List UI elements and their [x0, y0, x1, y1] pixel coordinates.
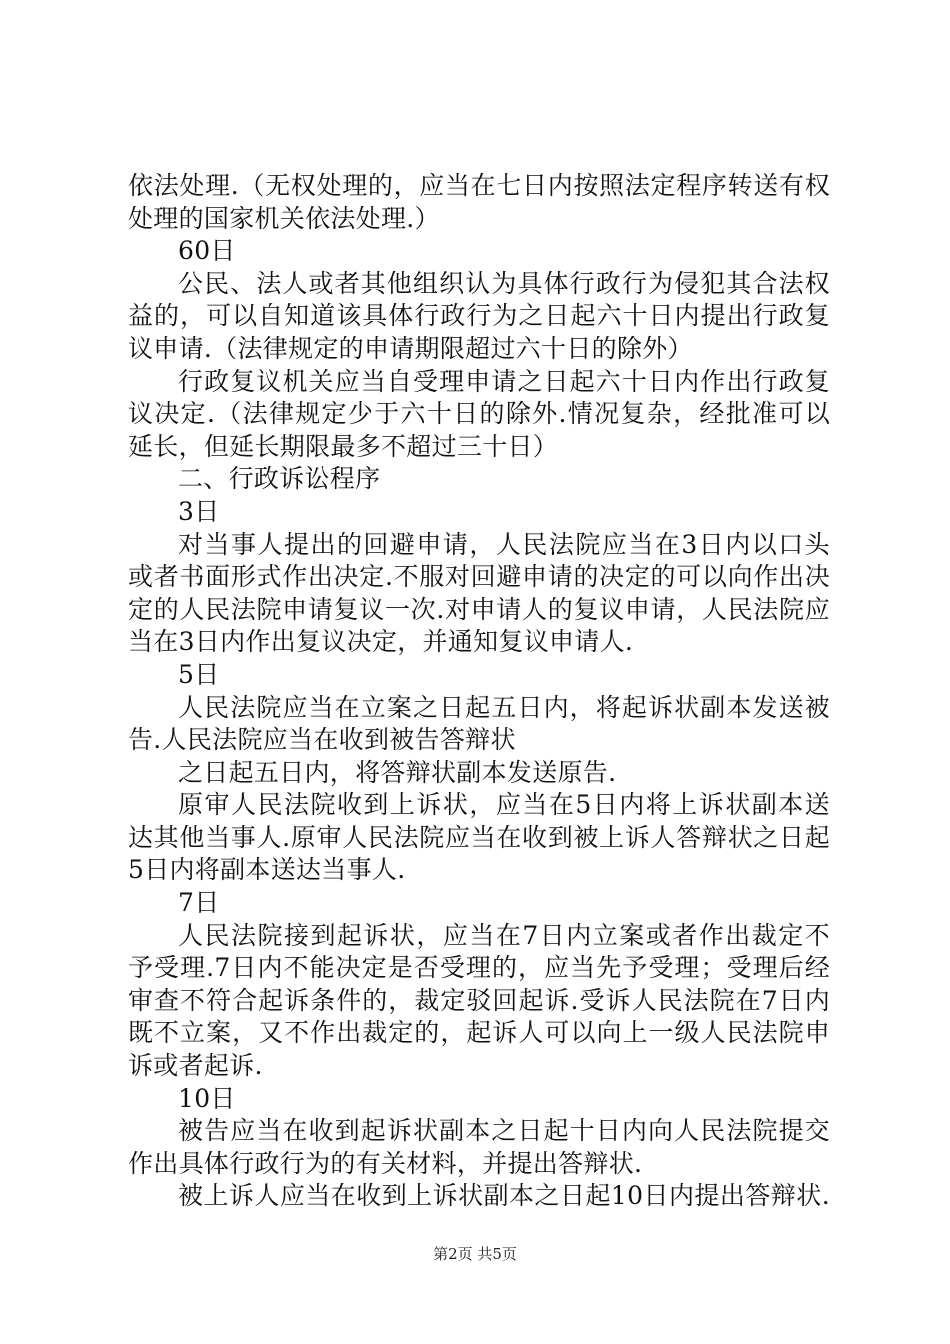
text-line: 行政复议机关应当自受理申请之日起六十日内作出行政复: [178, 366, 830, 396]
page-footer: 第2页 共5页: [433, 1245, 517, 1263]
text-line: 当在3日内作出复议决定，并通知复议申请人.: [128, 627, 634, 657]
text-line: 告.人民法院应当在收到被告答辩状: [128, 725, 516, 755]
text-line: 作出具体行政行为的有关材料，并提出答辩状.: [128, 1148, 643, 1178]
text-line: 7日: [178, 888, 220, 918]
text-line: 10日: [178, 1083, 236, 1113]
text-line: 议决定.（法律规定少于六十日的除外.情况复杂，经批准可以: [128, 399, 830, 429]
text-line: 二、行政诉讼程序: [178, 464, 381, 494]
text-line: 依法处理.（无权处理的，应当在七日内按照法定程序转送有权: [128, 171, 830, 200]
text-line: 3日: [178, 496, 220, 526]
document-body: [128, 170, 830, 1213]
text-line: 既不立案，又不作出裁定的，起诉人可以向上一级人民法院申: [128, 1018, 830, 1048]
text-line: 定的人民法院申请复议一次.对申请人的复议申请，人民法院应: [128, 594, 830, 624]
text-line: 议申请.（法律规定的申请期限超过六十日的除外）: [128, 333, 693, 363]
text-line: 5日: [178, 659, 220, 689]
text-line: 之日起五日内，将答辩状副本发送原告.: [178, 757, 617, 787]
text-line: 被上诉人应当在收到上诉状副本之日起10日内提出答辩状.: [178, 1181, 830, 1211]
text-line: 5日内将副本送达当事人.: [128, 855, 406, 885]
text-line: 延长，但延长期限最多不超过三十日）: [128, 431, 559, 461]
text-line: 达其他当事人.原审人民法院应当在收到被上诉人答辩状之日起: [128, 822, 830, 852]
text-line: 予受理.7日内不能决定是否受理的，应当先予受理；受理后经: [128, 953, 830, 983]
text-line: 原审人民法院收到上诉状，应当在5日内将上诉状副本送: [178, 790, 830, 820]
text-line: 或者书面形式作出决定.不服对回避申请的决定的可以向作出决: [128, 562, 830, 592]
text-line: 对当事人提出的回避申请，人民法院应当在3日内以口头: [178, 529, 830, 559]
text-line: 益的，可以自知道该具体行政行为之日起六十日内提出行政复: [128, 301, 830, 331]
text-line: 被告应当在收到起诉状副本之日起十日内向人民法院提交: [178, 1116, 830, 1146]
text-line: 人民法院接到起诉状，应当在7日内立案或者作出裁定不: [178, 920, 830, 950]
text-line: 公民、法人或者其他组织认为具体行政行为侵犯其合法权: [178, 268, 830, 298]
text-line: 诉或者起诉.: [128, 1051, 263, 1081]
text-line: 处理的国家机关依法处理.）: [128, 203, 440, 233]
text-line: 人民法院应当在立案之日起五日内，将起诉状副本发送被: [178, 692, 830, 722]
text-line: 审查不符合起诉条件的，裁定驳回起诉.受诉人民法院在7日内: [128, 985, 830, 1015]
text-line: 60日: [178, 236, 236, 266]
